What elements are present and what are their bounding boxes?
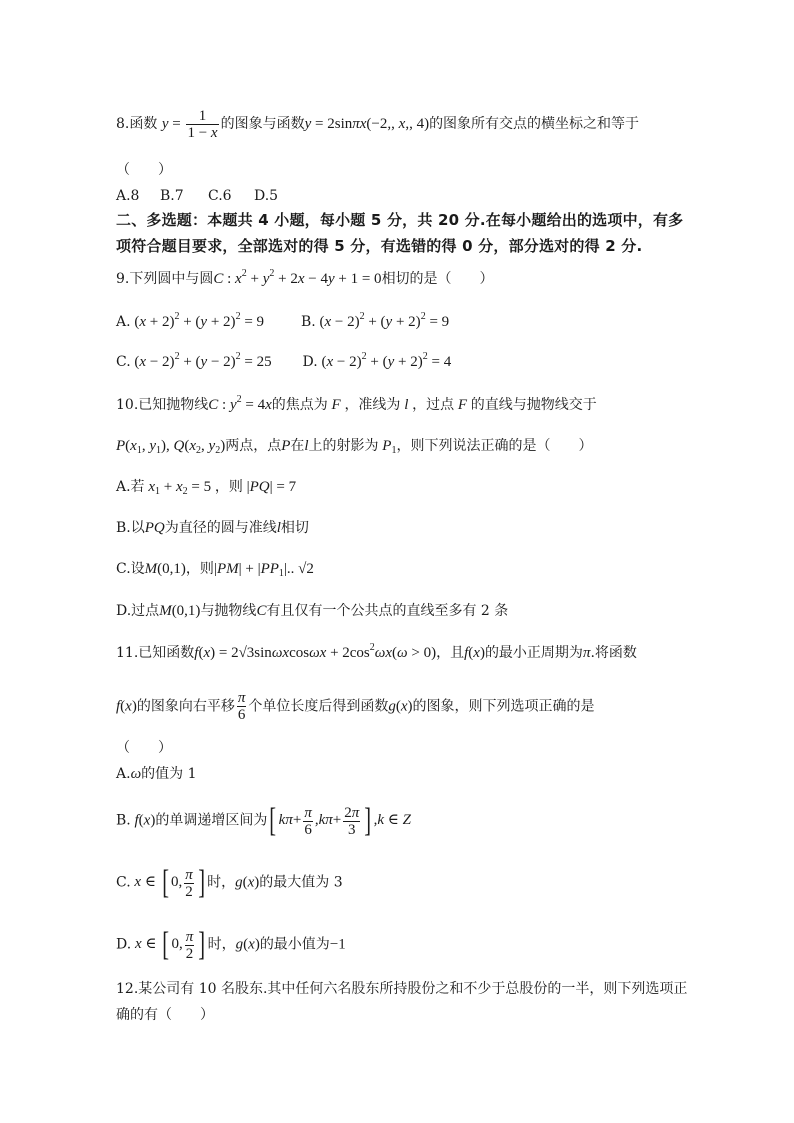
- math-y-equals-fraction: y = $\frac{1}{1 - x}$: [161, 108, 218, 141]
- q8-stem: 8.函数 y = $\frac{1}{1 - x}$ 的图象与函数y = 2sinπx(−2,, x,, 4)的图象所有交点的横坐标之和等于: [116, 108, 640, 141]
- q11-paren: （ ）: [116, 740, 172, 756]
- math-y-2sin: y = 2sinπx(−2,, x,, 4): [304, 115, 430, 132]
- math-q9-option-b: $(x - 2)^2 + (y + 2)^2 = 9$: [315, 311, 450, 330]
- q9-stem: 9.下列圆中与圆C : $x^2 + y^2 + 2x - 4y + 1 = 0$相切的是（ ）: [116, 268, 494, 287]
- q8-options: [116, 186, 278, 206]
- q12-stem-line1: 12.某公司有 10 名股东.其中任何六名股东所持股份之和不少于总股份的一半，则下列选项正: [116, 981, 688, 997]
- q8-option-c: C.6: [208, 188, 232, 204]
- q11-option-d: D. x ∈ [ 0, $\frac{\pi}{2}$ ] 时，g(x)的最小值为−1: [116, 926, 346, 963]
- q11-stem-line2: f(x)的图象向右平移 $\frac{\pi}{6}$ 个单位长度后得到函数g(x)的图象，则下列选项正确的是: [116, 690, 595, 723]
- q9-options-ab: A. $(x + 2)^2 + (y + 2)^2 = 9$ B. $(x - 2)^2 + (y + 2)^2 = 9$: [116, 311, 450, 330]
- section2-heading-line1: 二、多选题：本题共 4 小题，每小题 5 分，共 20 分.在每小题给出的选项中，有多: [116, 211, 684, 229]
- math-q9-option-a: $(x + 2)^2 + (y + 2)^2 = 9$: [130, 311, 265, 330]
- q11-stem-line1: 11.已知函数$f(x) = 2√3\sin\omega xcos\omega x + 2\cos^2\omega x(\omega > 0)$，且f(x)的最小正周期为π.将函数: [116, 642, 637, 661]
- q10-option-b: B.以PQ为直径的圆与准线l相切: [116, 520, 309, 536]
- q12-stem-line2: 确的有（ ）: [116, 1007, 214, 1023]
- math-circle-c: C : $x^2 + y^2 + 2x - 4y + 1 = 0$: [213, 268, 382, 287]
- section2-heading-line2: 项符合题目要求，全部选对的得 5 分，有选错的得 0 分，部分选对的得 2 分.: [116, 237, 643, 255]
- q11-option-a: A.ω的值为 1: [116, 766, 197, 782]
- q10-stem-line2: $P(x_1$, $y_1$), $Q(x_2$, $y_2$)两点，点P在l上的射影为 $P_1$，则下列说法正确的是（ ）: [116, 438, 593, 456]
- q9-options-cd: C. $(x - 2)^2 + (y - 2)^2 = 25$ D. $(x - 2)^2 + (y + 2)^2 = 4$: [116, 351, 452, 370]
- q11-option-b: B. f(x)的单调递增区间为[ kπ+ $\frac{\pi}{6}$ ,kπ+ $\frac{2\pi}{3}$ ] ,k ∈ Z: [116, 802, 411, 839]
- q10-option-d: D.过点M(0,1)与抛物线C有且仅有一个公共点的直线至多有 2 条: [116, 603, 509, 619]
- math-points-pq: $P(x_1$, $y_1$), $Q(x_2$, $y_2$): [116, 438, 226, 456]
- math-q9-option-c: $(x - 2)^2 + (y - 2)^2 = 25$: [130, 351, 272, 370]
- math-parabola-c: C : $y^2 = 4x$: [208, 394, 272, 413]
- q10-option-c: C.设M(0,1)，则$|PM| + |PP_1|$.. √2: [116, 561, 314, 579]
- q8-option-b: B.7: [160, 188, 184, 204]
- q10-option-a: A.若 $x_1 + x_2 = 5$ ，则 |PQ| = 7: [116, 479, 297, 497]
- q8-paren: （ ）: [116, 162, 172, 178]
- q11-option-c: C. x ∈ [ 0, $\frac{\pi}{2}$ ] 时，g(x)的最大值为 3: [116, 864, 343, 901]
- math-f-def: $f(x) = 2√3\sin\omega xcos\omega x + 2\cos^2\omega x(\omega > 0)$: [194, 642, 437, 661]
- math-interval-b: [ kπ+ $\frac{\pi}{6}$ ,kπ+ $\frac{2\pi}{3}$ ] ,k ∈ Z: [269, 802, 411, 839]
- q8-option-d: D.5: [254, 188, 279, 204]
- math-q9-option-d: $(x - 2)^2 + (y + 2)^2 = 4$: [317, 351, 452, 370]
- q8-option-a: A.8: [116, 188, 140, 204]
- q10-stem-line1: 10.已知抛物线C : $y^2 = 4x$的焦点为 F ，准线为 l ，过点 F 的直线与抛物线交于: [116, 394, 597, 413]
